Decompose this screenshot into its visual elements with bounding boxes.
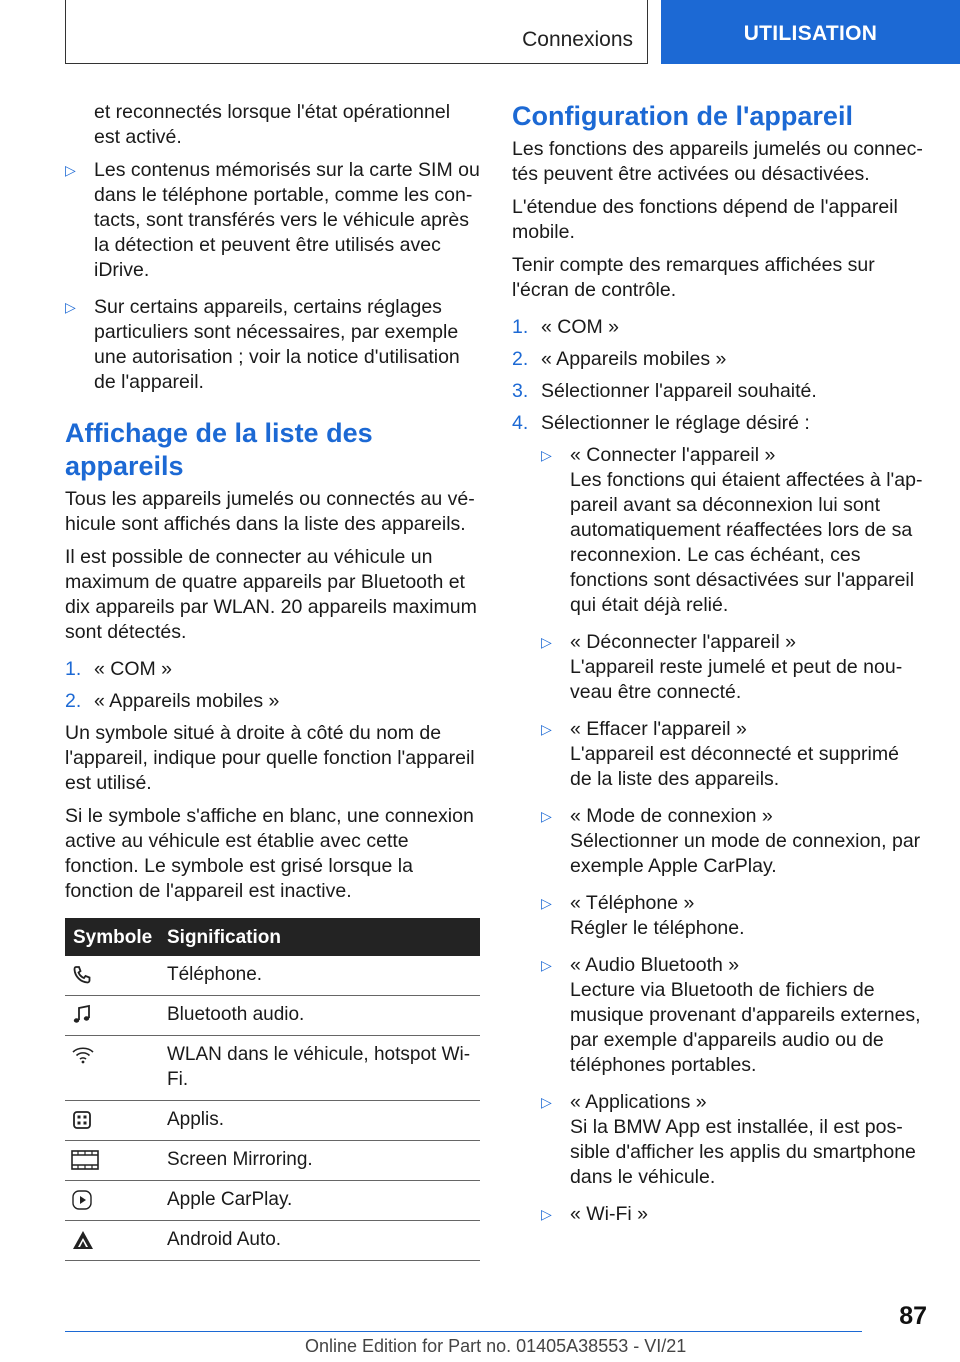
option-item (541, 891, 926, 941)
left-column (65, 100, 480, 1261)
option-item (541, 717, 926, 792)
paragraph: Tenir compte des remarques affichées sur l'écran de contrôle. (512, 254, 875, 301)
triangle-bullet-icon: ▷ (541, 1206, 552, 1222)
header-section-box (65, 0, 648, 64)
table-header-symbol: Symbole (65, 918, 161, 956)
edition-note: Online Edition for Part no. 01405A38553 - VI/21 (305, 1336, 687, 1356)
table-cell-meaning: Applis. (161, 1101, 480, 1141)
right-column (512, 100, 926, 1234)
option-description: L'appareil reste jumelé et peut de nouveau être connecté. (570, 656, 903, 703)
option-description: Si la BMW App est installée, il est possible d'afficher les applis du smartphone dans le véhicule. (570, 1116, 916, 1188)
step-number: 3. (512, 380, 529, 402)
option-item (541, 804, 926, 879)
triangle-bullet-icon: ▷ (541, 1094, 552, 1110)
step-number: 1. (65, 658, 82, 680)
option-item (541, 630, 926, 705)
step-number: 1. (512, 316, 529, 338)
triangle-bullet-icon: ▷ (541, 957, 552, 973)
option-description: Régler le téléphone. (570, 917, 745, 939)
option-label: « Wi-Fi » (570, 1203, 648, 1225)
option-description: Sélectionner un mode de connexion, par exemple Apple CarPlay. (570, 830, 921, 877)
table-header-meaning: Signification (161, 918, 480, 956)
table-cell-meaning: Android Auto. (161, 1221, 480, 1261)
step-item (512, 379, 926, 404)
option-item (541, 953, 926, 1078)
paragraph: Si le symbole s'affiche en blanc, une connexion active au véhicule est établie avec cette fonction. Le symbole est grisé lorsque la fonction de l'appareil est inactive. (65, 805, 474, 902)
table-cell-meaning: Apple CarPlay. (161, 1181, 480, 1221)
section-title: Connexions (522, 28, 633, 51)
step-number: 2. (65, 690, 82, 712)
chapter-tab: UTILISATION (661, 0, 960, 64)
step-number: 4. (512, 412, 529, 434)
table-cell-meaning: Bluetooth audio. (161, 996, 480, 1036)
paragraph: Tous les appareils jumelés ou connectés au véhicule sont affichés dans la liste des appareils. (65, 488, 475, 535)
triangle-bullet-icon: ▷ (65, 299, 76, 315)
phone-icon (65, 956, 161, 996)
paragraph: L'étendue des fonctions dépend de l'appareil mobile. (512, 196, 898, 243)
table-row (65, 996, 480, 1036)
apple-carplay-icon (65, 1181, 161, 1221)
table-row (65, 1141, 480, 1181)
option-label: « Applications » (570, 1091, 707, 1113)
bullet-text: Sur certains appareils, certains réglages particuliers sont nécessaires, par exemple une autorisation ; voir la notice d'utilisation de l'appareil. (94, 296, 460, 393)
android-auto-icon (65, 1221, 161, 1261)
option-item (541, 443, 926, 618)
paragraph: Un symbole situé à droite à côté du nom de l'appareil, indique pour quelle fonction l'appareil est utilisé. (65, 722, 475, 794)
triangle-bullet-icon: ▷ (541, 895, 552, 911)
step-text: Sélectionner l'appareil souhaité. (541, 380, 817, 402)
paragraph: Les fonctions des appareils jumelés ou connectés peuvent être activées ou désactivées. (512, 138, 923, 185)
step-text: « COM » (94, 658, 173, 680)
settings-option-list (512, 443, 926, 1227)
option-description: L'appareil est déconnecté et supprimé de la liste des appareils. (570, 743, 899, 790)
table-row (65, 1181, 480, 1221)
option-label: « Connecter l'appareil » (570, 444, 776, 466)
wifi-icon (65, 1036, 161, 1101)
option-label: « Audio Bluetooth » (570, 954, 740, 976)
step-item (512, 315, 926, 340)
triangle-bullet-icon: ▷ (65, 162, 76, 178)
step-item (65, 657, 480, 682)
bullet-item (65, 158, 480, 283)
option-item (541, 1090, 926, 1190)
paragraph: Il est possible de connecter au véhicule un maximum de quatre appareils par Bluetooth et dix appareils par WLAN. 20 appareils maximum sont détectés. (65, 546, 477, 643)
triangle-bullet-icon: ▷ (541, 808, 552, 824)
bullet-continuation: et reconnectés lorsque l'état opérationnel est activé. (94, 101, 451, 148)
triangle-bullet-icon: ▷ (541, 447, 552, 463)
bullet-item (65, 295, 480, 395)
symbol-table (65, 918, 480, 1261)
section-heading: Affichage de la liste des appareils (65, 418, 373, 481)
screen-mirroring-icon (65, 1141, 161, 1181)
apps-icon (65, 1101, 161, 1141)
step-item (512, 347, 926, 372)
step-item (512, 411, 926, 436)
option-label: « Effacer l'appareil » (570, 718, 747, 740)
footer-divider (65, 1331, 862, 1332)
table-row (65, 1036, 480, 1101)
bullet-text: Les contenus mémorisés sur la carte SIM ou dans le téléphone portable, comme les contacts, sont transférés vers le véhicule après la détection et peuvent être utilisés avec iDrive. (94, 159, 480, 281)
step-text: « Appareils mobiles » (94, 690, 280, 712)
table-cell-meaning: Screen Mirroring. (161, 1141, 480, 1181)
step-text: « Appareils mobiles » (541, 348, 727, 370)
section-heading: Configuration de l'appareil (512, 101, 853, 131)
option-label: « Téléphone » (570, 892, 695, 914)
table-row (65, 956, 480, 996)
triangle-bullet-icon: ▷ (541, 634, 552, 650)
step-item (65, 689, 480, 714)
option-description: Lecture via Bluetooth de fichiers de musique provenant d'appareils externes, par exemple d'appareils audio ou de téléphones portables. (570, 979, 921, 1076)
option-item (541, 1202, 926, 1227)
table-row (65, 1101, 480, 1141)
triangle-bullet-icon: ▷ (541, 721, 552, 737)
table-cell-meaning: WLAN dans le véhicule, hotspot Wi-Fi. (161, 1036, 480, 1101)
table-cell-meaning: Téléphone. (161, 956, 480, 996)
step-number: 2. (512, 348, 529, 370)
option-label: « Déconnecter l'appareil » (570, 631, 796, 653)
option-label: « Mode de connexion » (570, 805, 773, 827)
table-row (65, 1221, 480, 1261)
step-text: Sélectionner le réglage désiré : (541, 412, 810, 434)
page-number: 87 (899, 1302, 927, 1330)
option-description: Les fonctions qui étaient affectées à l'appareil avant sa déconnexion lui sont automatiquement réaffectées lors de sa reconnexion. Le cas échéant, ces fonctions sont désactivées sur l'appareil qui était déjà relié. (570, 469, 923, 616)
music-note-icon (65, 996, 161, 1036)
step-text: « COM » (541, 316, 620, 338)
